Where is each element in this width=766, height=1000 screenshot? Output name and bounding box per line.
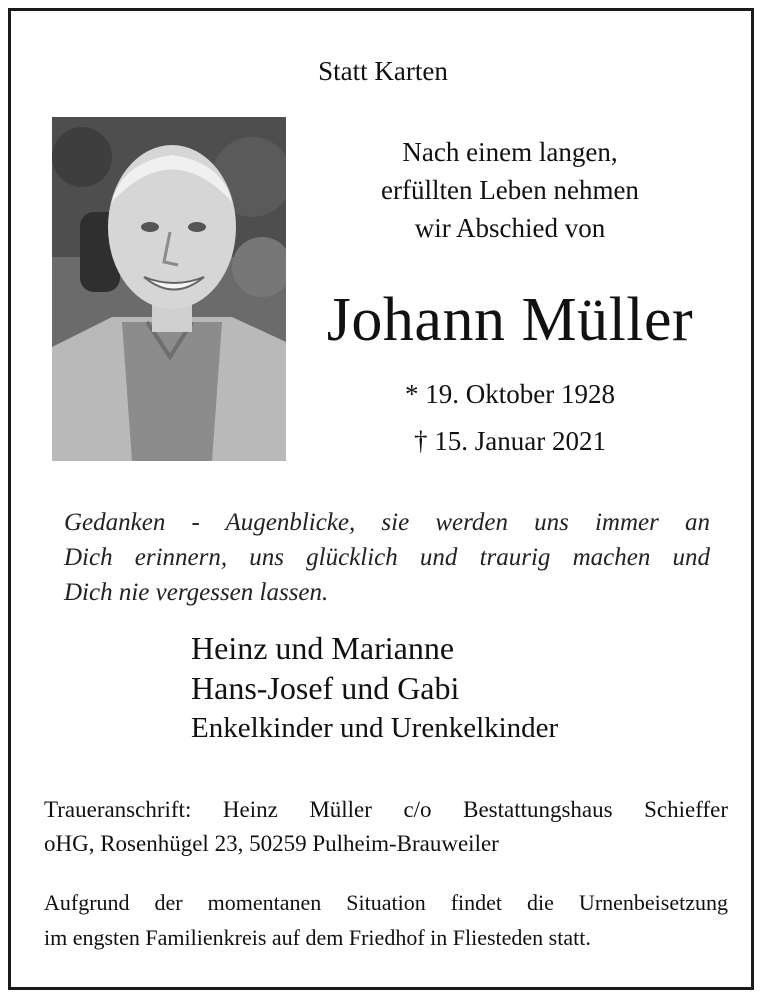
mourner-entry: Heinz und Marianne xyxy=(191,630,455,666)
memorial-quote xyxy=(64,505,710,610)
deceased-name: Johann Müller xyxy=(326,286,694,354)
life-dates xyxy=(290,371,730,465)
notice-line: im engsten Familienkreis auf dem Friedhof in Fliesteden statt. xyxy=(44,925,591,950)
quote-line: Dich nie vergessen lassen. xyxy=(64,579,329,606)
intro-line: wir Abschied von xyxy=(414,213,606,243)
header-text: Statt Karten xyxy=(318,56,448,86)
death-date: † 15. Januar 2021 xyxy=(414,426,606,456)
notice-line: Aufgrund der momentanen Situation findet die Urnenbeisetzung xyxy=(44,890,728,915)
birth-date: * 19. Oktober 1928 xyxy=(405,379,615,409)
intro-line: erfüllten Leben nehmen xyxy=(381,175,639,205)
quote-line: Dich erinnern, uns glücklich und traurig machen und xyxy=(64,544,710,571)
address-line: Traueranschrift: Heinz Müller c/o Bestattungshaus Schieffer xyxy=(44,797,728,822)
burial-notice xyxy=(44,885,728,955)
quote-line: Gedanken - Augenblicke, sie werden uns immer an xyxy=(64,509,710,536)
portrait-illustration xyxy=(52,117,286,461)
intro-text xyxy=(290,133,730,247)
portrait-photo xyxy=(52,117,286,461)
address-line: oHG, Rosenhügel 23, 50259 Pulheim-Brauweiler xyxy=(44,831,499,856)
mourner-entry: Hans-Josef und Gabi xyxy=(191,670,460,706)
mourners-list xyxy=(191,628,558,748)
intro-line: Nach einem langen, xyxy=(402,137,618,167)
mourning-address xyxy=(44,793,728,861)
mourner-entry: Enkelkinder und Urenkelkinder xyxy=(191,712,559,744)
